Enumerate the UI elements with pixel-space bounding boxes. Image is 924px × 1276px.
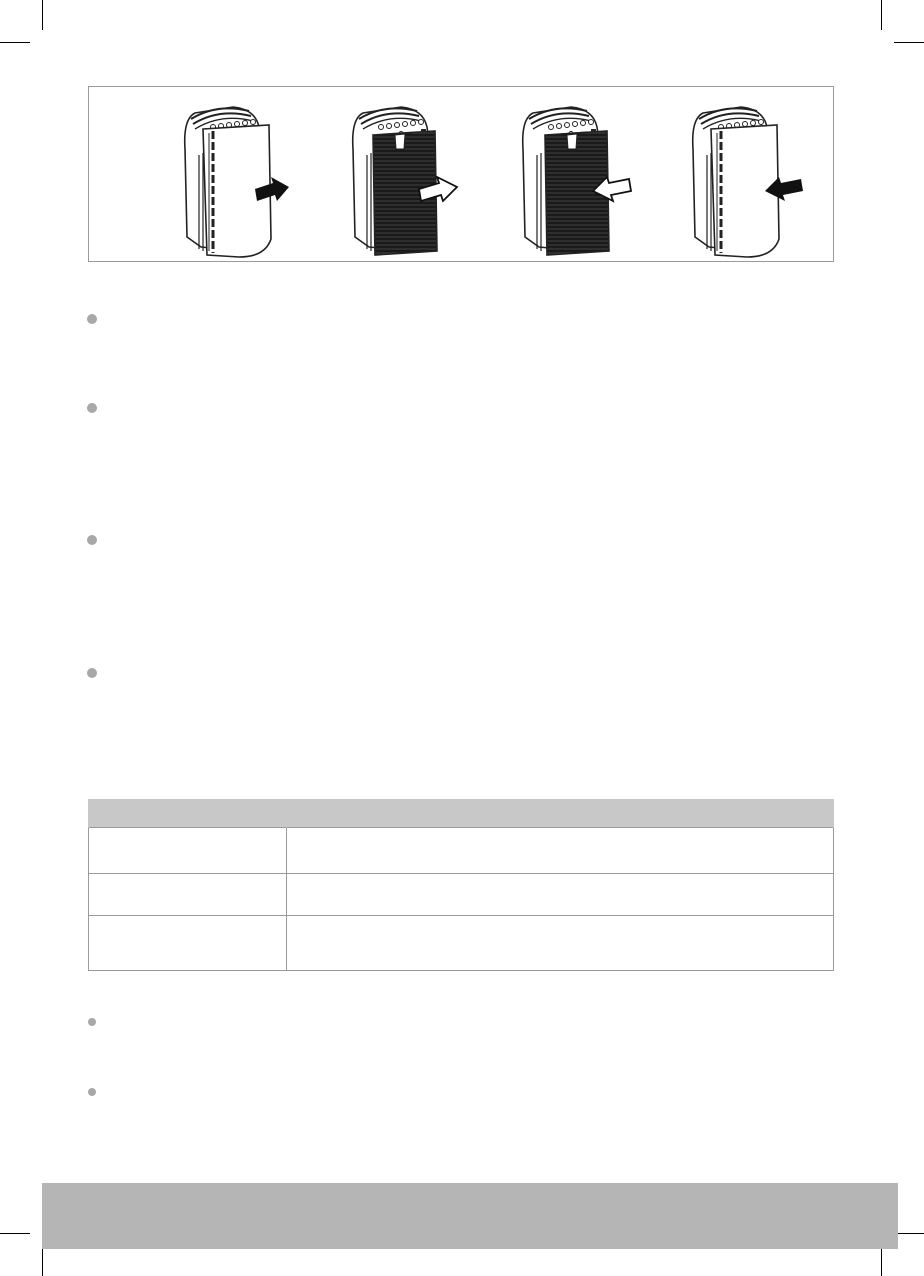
crop-mark-bottom-left-h [0,1233,30,1234]
table-cell [287,828,834,874]
table-cell [89,828,287,874]
bullet-paragraph-3 [110,533,830,549]
crop-mark-top-right-h [894,42,924,43]
crop-mark-bottom-left-v [42,1246,43,1276]
bullet-dot-2 [87,403,97,413]
step-3-insert-filter [523,107,631,255]
table-row [89,828,834,874]
bullet-dot-1 [87,314,97,324]
step-2-remove-filter [353,107,457,255]
bullet-paragraph-4 [110,666,830,682]
crop-mark-bottom-right-v [881,1246,882,1276]
filter-replacement-illustration [88,86,834,262]
table-cell [287,916,834,971]
table-header-row [89,799,834,828]
table-cell [89,916,287,971]
crop-mark-top-right-v [881,0,882,30]
bullet-dot-3 [87,535,97,545]
table-cell [89,874,287,916]
note-paragraph-2 [110,1085,830,1101]
table-row [89,916,834,971]
note-bullet-dot-1 [88,1018,96,1026]
note-bullet-dot-2 [88,1088,96,1096]
step-1-remove-cover [185,107,289,257]
table-cell [287,874,834,916]
step-4-refit-cover [693,107,803,257]
footer-bar [42,1183,898,1249]
note-paragraph-1 [110,1015,830,1031]
table-header-cell [89,799,287,828]
spec-table [88,799,834,971]
bullet-dot-4 [87,668,97,678]
crop-mark-top-left-h [0,42,30,43]
table-row [89,874,834,916]
crop-mark-bottom-right-h [894,1233,924,1234]
bullet-paragraph-1 [110,312,830,328]
crop-mark-top-left-v [42,0,43,30]
bullet-paragraph-2 [110,401,830,417]
table-header-cell [287,799,834,828]
